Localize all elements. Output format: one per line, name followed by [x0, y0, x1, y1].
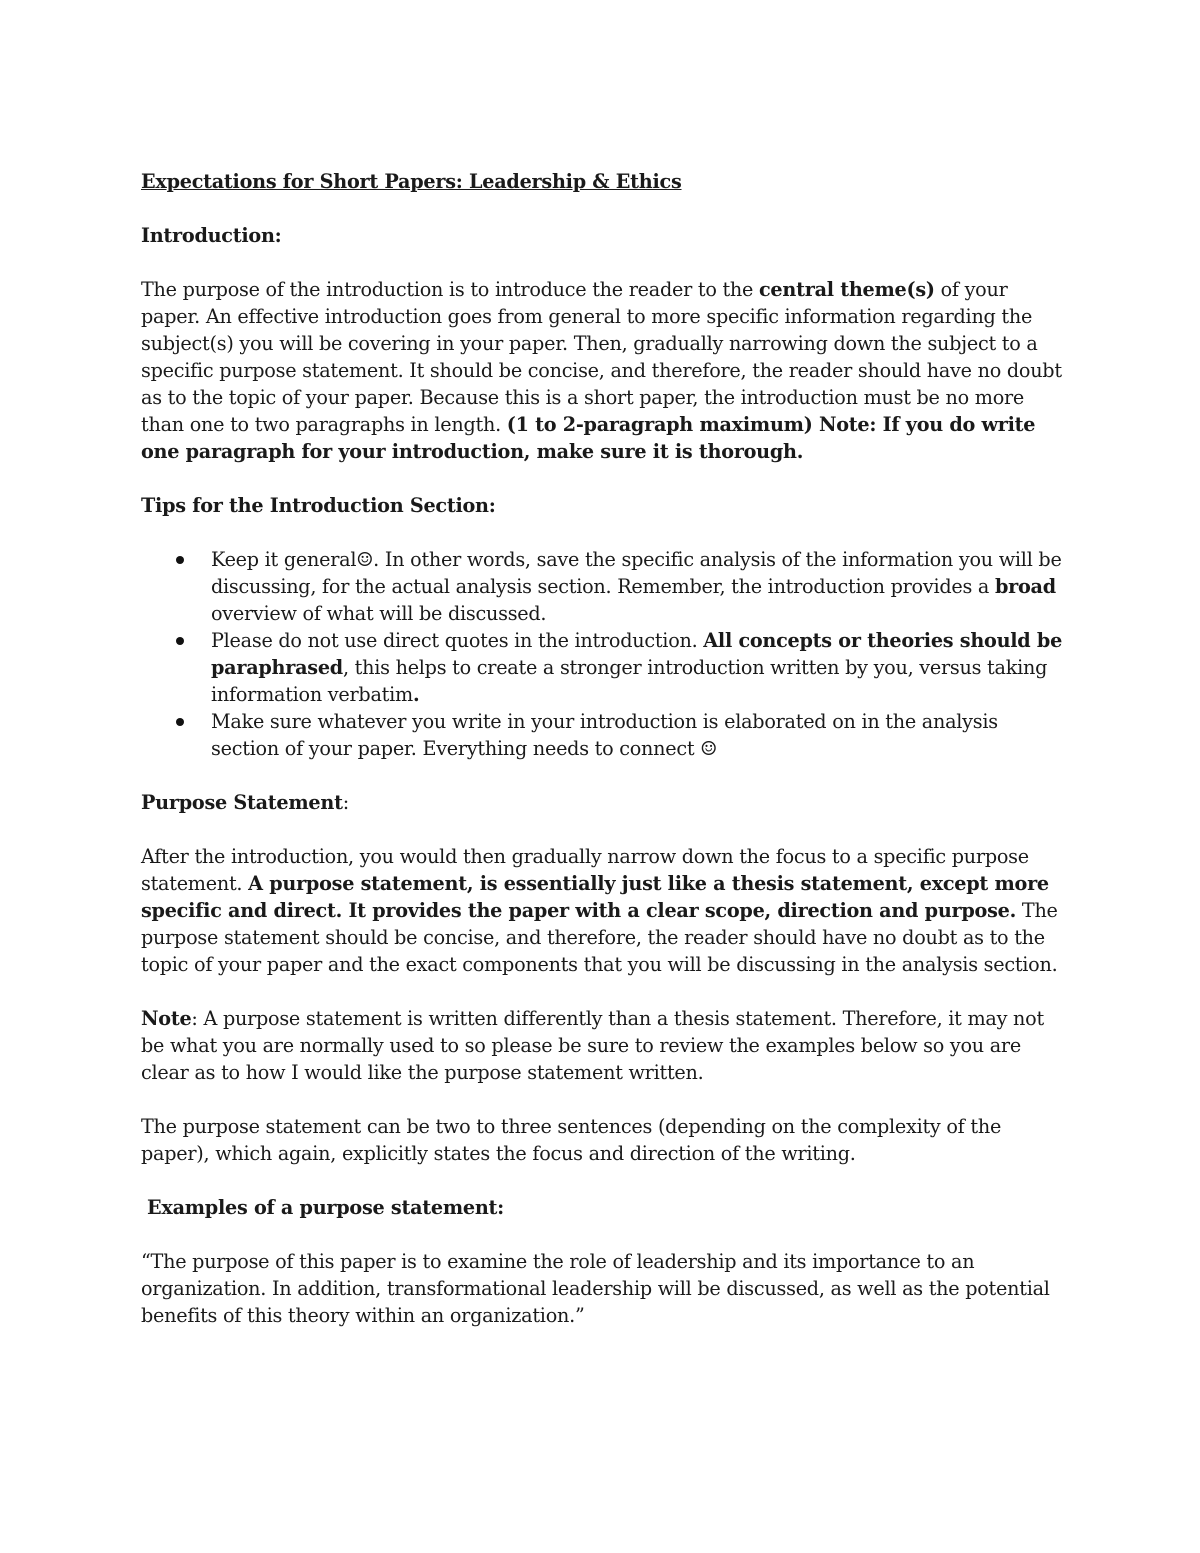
- list-item: [141, 546, 1071, 627]
- intro-central-theme: central theme(s): [759, 278, 935, 301]
- purpose-paragraph: [141, 843, 1071, 978]
- length-paragraph: The purpose statement can be two to three sentences (depending on the complexity of the paper), which again, explicitly states the focus and direction of the writing.: [141, 1115, 1002, 1165]
- intro-maximum-note: (1 to 2-paragraph maximum) Note: If you do write one paragraph for your introduction, make sure it is thorough.: [141, 413, 1036, 463]
- purpose-text-2: The purpose statement should be concise, and therefore, the reader should have no doubt as to the topic of your paper and the exact components that you will be discussing in the analysis section.: [141, 899, 1058, 976]
- purpose-heading: [141, 789, 1071, 816]
- tip-2-period: .: [412, 683, 420, 706]
- tips-list: [141, 546, 1071, 762]
- tip-1-broad: broad: [994, 575, 1056, 598]
- tip-2-text-a: Please do not use direct quotes in the introduction.: [211, 629, 704, 652]
- note-paragraph: [141, 1005, 1071, 1086]
- document-page: [141, 168, 1071, 1356]
- tip-3-text: Make sure whatever you write in your introduction is elaborated on in the analysis section of your paper. Everything needs to connect ☺: [211, 710, 998, 760]
- purpose-heading-colon: :: [342, 791, 349, 814]
- tip-1-text-c: overview of what will be discussed.: [211, 602, 547, 625]
- tip-2-text-c: , this helps to create a stronger introduction written by you, versus taking information verbatim: [211, 656, 1048, 706]
- examples-heading: Examples of a purpose statement:: [147, 1196, 504, 1219]
- tip-1-text-a: Keep it general☺. In other words, save the specific analysis of the information you will be discussing, for the actual analysis section. Remember, the introduction provides a: [211, 548, 1062, 598]
- tip-2-paraphrased: All concepts or theories should be paraphrased: [211, 629, 1063, 679]
- bullet-icon: [176, 556, 184, 564]
- example-quote: “The purpose of this paper is to examine the role of leadership and its importance to an organization. In addition, transformational leadership will be discussed, as well as the potential benefits of this theory within an organization.”: [141, 1250, 1050, 1327]
- purpose-bold-definition: A purpose statement, is essentially just like a thesis statement, except more specific and direct. It provides the paper with a clear scope, direction and purpose.: [141, 872, 1049, 922]
- introduction-heading: Introduction:: [141, 224, 282, 247]
- note-label: Note: [141, 1007, 192, 1030]
- introduction-paragraph: [141, 276, 1071, 465]
- bullet-icon: [176, 637, 184, 645]
- purpose-heading-text: Purpose Statement: [141, 791, 343, 814]
- intro-text-1: The purpose of the introduction is to introduce the reader to the: [141, 278, 759, 301]
- note-text: : A purpose statement is written differently than a thesis statement. Therefore, it may not be what you are normally used to so please be sure to review the examples below so you are clear as to how I would like the purpose statement written.: [141, 1007, 1044, 1084]
- document-title: Expectations for Short Papers: Leadership & Ethics: [141, 170, 682, 193]
- bullet-icon: [176, 718, 184, 726]
- list-item: [141, 708, 1071, 762]
- tips-heading: Tips for the Introduction Section:: [141, 494, 496, 517]
- purpose-text-1: After the introduction, you would then gradually narrow down the focus to a specific purpose statement.: [141, 845, 1029, 895]
- intro-text-2: of your paper. An effective introduction goes from general to more specific information regarding the subject(s) you will be covering in your paper. Then, gradually narrowing down the subject to a specific purpose statement. It should be concise, and therefore, the reader should have no doubt as to the topic of your paper. Because this is a short paper, the introduction must be no more than one to two paragraphs in length.: [141, 278, 1062, 436]
- list-item: [141, 627, 1071, 708]
